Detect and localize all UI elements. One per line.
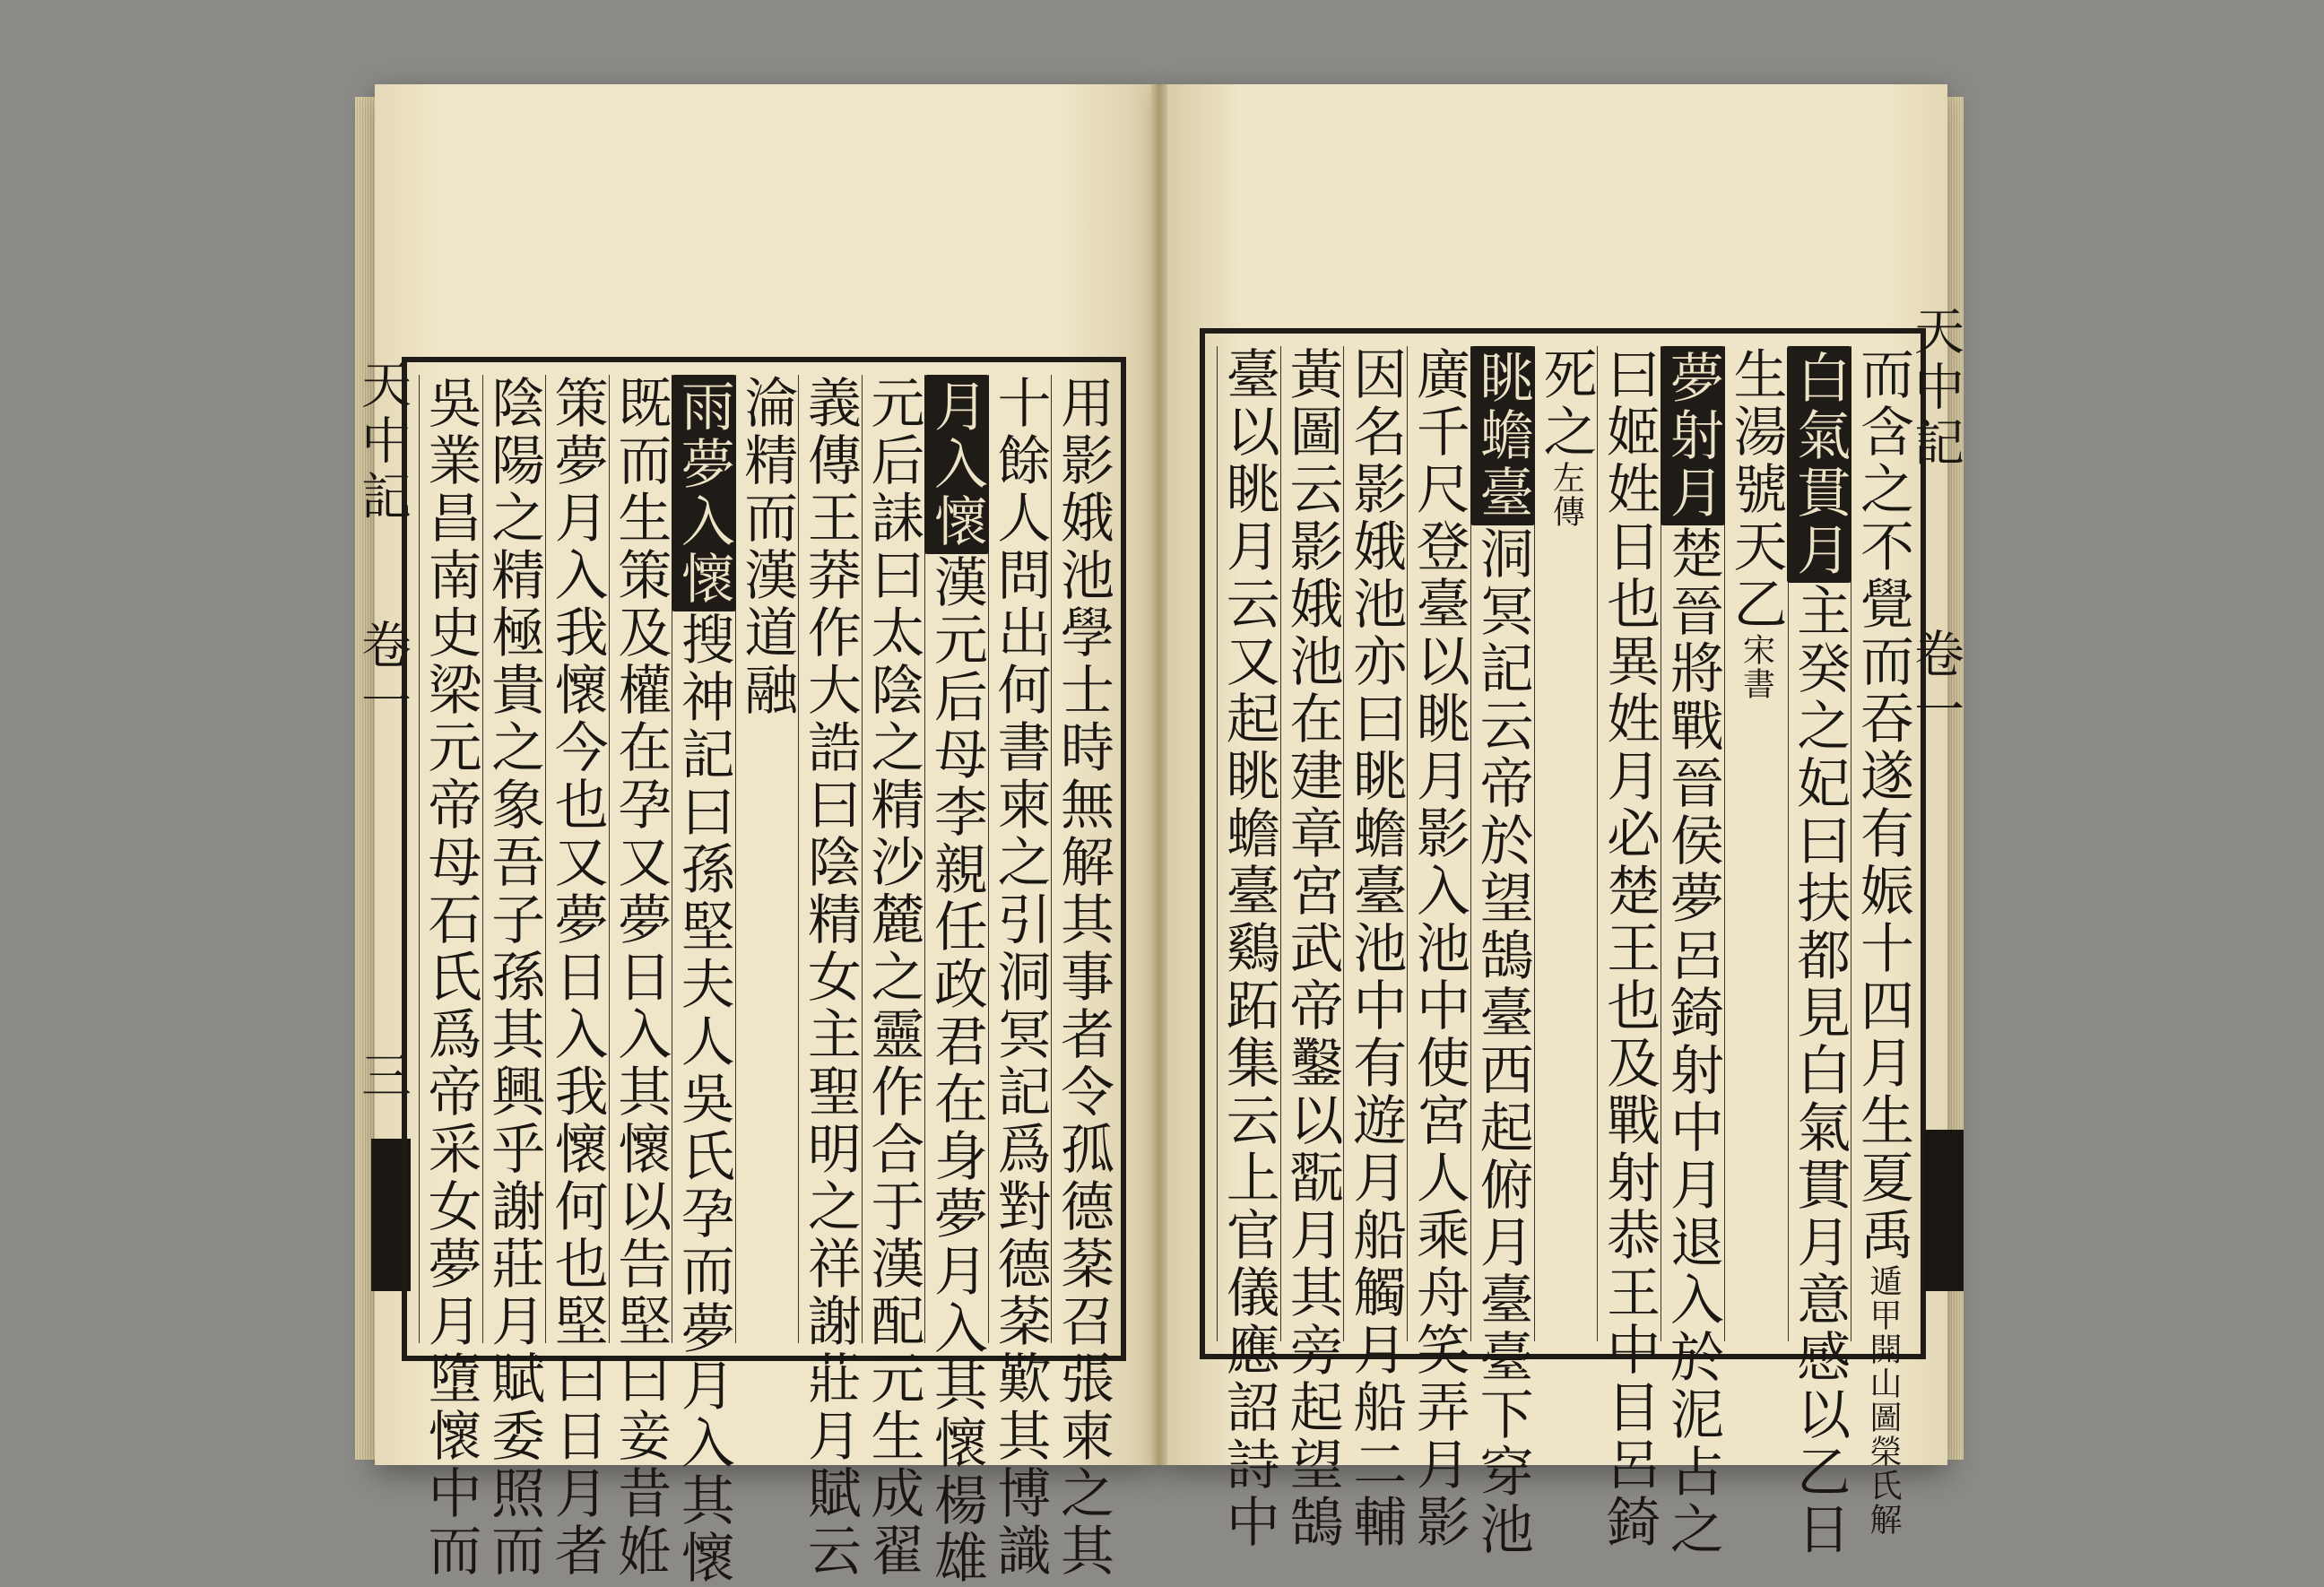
right-column-7 xyxy=(1470,346,1535,1558)
right-column-5 xyxy=(1597,346,1661,1551)
right-column-text: 而含之不覺而吞遂有娠十四月生夏禹 xyxy=(1851,346,1914,1264)
left-column-text: 既而生策及權在孕又夢日入其懷以告堅曰妾昔姙 xyxy=(609,375,672,1580)
left-column-8 xyxy=(609,375,673,1580)
right-column-text: 因名影娥池亦曰眺蟾臺池中有遊月船觸月船二輔 xyxy=(1344,346,1408,1551)
right-column-text: 黃圖云影娥池在建章宮武帝鑿以翫月其旁起望鵠 xyxy=(1280,346,1344,1551)
left-column-text: 用影娥池學士時無解其事者令孤德棻召張柬之其 xyxy=(1052,375,1114,1580)
right-column-text: 生湯號天乙 xyxy=(1724,346,1788,633)
left-column-11 xyxy=(419,375,483,1580)
left-column-text: 搜神記曰孫堅夫人吳氏孕而夢月入其懷 xyxy=(672,611,735,1587)
left-banxin-title: 天中記 xyxy=(353,359,412,525)
right-topic-heading: 白氣貫月 xyxy=(1787,346,1851,583)
left-column-2 xyxy=(988,375,1053,1580)
right-column-text: 死之 xyxy=(1534,346,1598,461)
right-annotation: 遁甲開山圖榮氏解 xyxy=(1865,1264,1902,1537)
left-topic-heading: 雨夢入懷 xyxy=(672,375,736,611)
right-column-text: 廣千尺登臺以眺月影入池中使宮人乘舟笑弄月影 xyxy=(1407,346,1470,1551)
right-column-11 xyxy=(1217,346,1281,1551)
right-column-text: 曰姬姓日也異姓月必楚王也及戰射恭王中目呂錡 xyxy=(1598,346,1661,1551)
left-banxin-volume: 卷一 xyxy=(353,619,412,730)
right-column-text: 楚晉將戰晉侯夢呂錡射中月退入於泥占之 xyxy=(1661,525,1724,1558)
right-text-frame xyxy=(1200,328,1926,1558)
left-banxin-folio: 三 xyxy=(353,1049,412,1105)
right-column-9 xyxy=(1343,346,1408,1551)
left-column-text: 元后誄曰太陰之精沙麓之靈作合于漢配元生成翟 xyxy=(862,375,925,1580)
right-fish-tail xyxy=(1924,1130,1964,1291)
right-column-10 xyxy=(1280,346,1345,1551)
left-column-text: 陰陽之精極貴之象吾子孫其興乎謝莊月賦委照而 xyxy=(482,375,546,1580)
right-banxin-title: 天中記 xyxy=(1906,305,1964,472)
left-topic-heading: 月入懷 xyxy=(924,375,989,554)
left-column-6 xyxy=(735,375,800,1343)
left-column-4 xyxy=(862,375,926,1580)
right-column-2 xyxy=(1788,346,1852,1558)
right-topic-heading: 夢射月 xyxy=(1661,346,1725,525)
left-column-1 xyxy=(1051,375,1115,1580)
right-annotation: 左傳 xyxy=(1548,461,1585,529)
right-topic-heading: 眺蟾臺 xyxy=(1470,346,1535,525)
right-column-text: 臺以眺月云又起眺蟾臺鷄跖集云上官儀應詔詩中 xyxy=(1217,346,1280,1551)
right-column-8 xyxy=(1407,346,1471,1551)
right-column-text: 主癸之妃曰扶都見白氣貫月意感以乙日 xyxy=(1788,583,1851,1558)
left-column-text: 淪精而漢道融 xyxy=(735,375,799,719)
right-column-text: 洞冥記云帝於望鵠臺西起俯月臺臺下穿池 xyxy=(1470,525,1534,1558)
left-column-10 xyxy=(482,375,547,1580)
left-text-frame xyxy=(402,357,1126,1587)
left-column-9 xyxy=(545,375,610,1580)
left-column-3 xyxy=(924,375,989,1587)
left-column-text: 策夢月入我懷今也又夢日入我懷何也堅曰日月者 xyxy=(545,375,609,1580)
right-banxin xyxy=(1906,305,1974,1354)
left-column-text: 吳業昌南史梁元帝母石氏爲帝采女夢月墮懷中而 xyxy=(419,375,482,1580)
left-column-text: 十餘人問出何書柬之引洞冥記爲對德棻歎其博識 xyxy=(988,375,1052,1580)
left-column-text: 漢元后母李親任政君在身夢月入其懷楊雄 xyxy=(924,554,988,1587)
right-annotation: 宋書 xyxy=(1738,633,1775,701)
book-gutter xyxy=(1151,84,1167,1465)
right-column-1 xyxy=(1851,346,1915,1537)
right-column-4 xyxy=(1661,346,1725,1558)
left-column-7 xyxy=(672,375,736,1587)
right-column-3 xyxy=(1724,346,1789,1341)
left-column-5 xyxy=(798,375,863,1580)
left-column-text: 義傳王莽作大誥曰陰精女主聖明之祥謝莊月賦云 xyxy=(798,375,862,1580)
right-column-6 xyxy=(1534,346,1599,1341)
right-banxin-volume: 卷一 xyxy=(1906,628,1964,739)
